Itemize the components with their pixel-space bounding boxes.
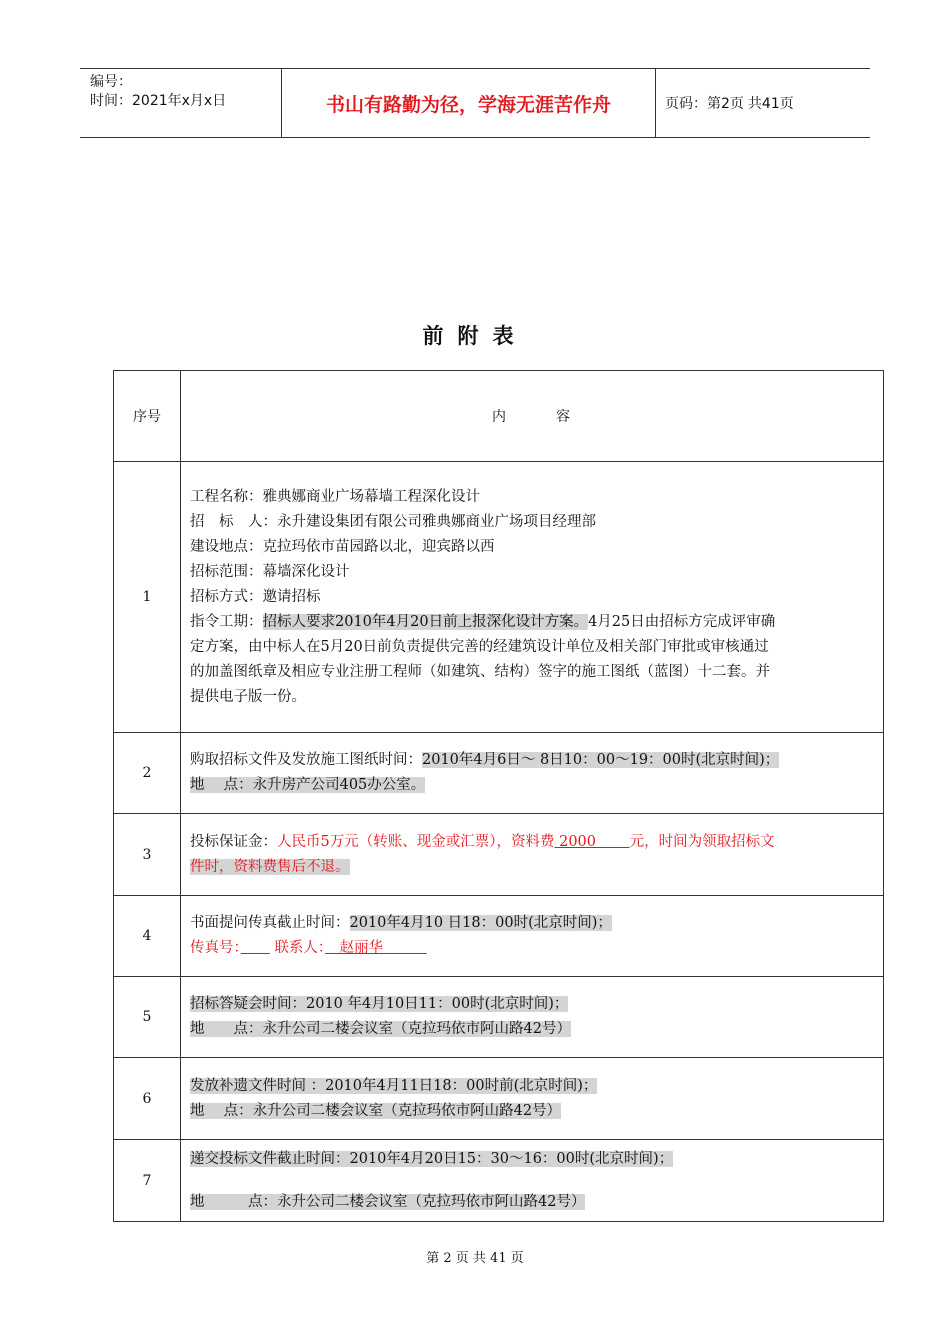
page-footer: 第 2 页 共 41 页 [426,1251,524,1266]
deposit-line [190,830,874,855]
table-row [114,733,884,814]
submit-place: 地 点：永升公司二楼会议室（克拉玛依市阿山路42号） [190,1193,586,1210]
table-row [114,814,884,896]
row-no: 1 [114,462,181,733]
location: 建设地点：克拉玛依市苗园路以北，迎宾路以西 [190,538,495,555]
schedule-line [190,610,874,635]
doc-fee: 2000 [554,833,630,850]
schedule-text: 4月25日由招标方完成评审确 [588,613,776,630]
row-no: 5 [114,977,181,1058]
row-no: 7 [114,1140,181,1222]
addendum-time: 发放补遗文件时间 ：2010年4月11日18：00时前(北京时间)； [190,1077,598,1094]
addendum-place-line [190,1099,874,1124]
total-label: 共41页 [747,96,794,112]
header-page-info [655,69,870,137]
row-content [181,896,884,977]
spacer [190,1172,874,1190]
row-no: 2 [114,733,181,814]
page-header [80,68,870,138]
table-header-row [114,371,884,462]
schedule-label: 指令工期： [190,613,263,630]
row-no: 6 [114,1058,181,1140]
method: 招标方式：邀请招标 [190,588,321,605]
front-table [113,370,884,1222]
project-name: 工程名称：雅典娜商业广场幕墙工程深化设计 [190,488,480,505]
table-row [114,977,884,1058]
header-motto: 书山有路勤为径，学海无涯苦作舟 [282,69,656,137]
submit-time-line [190,1147,874,1172]
row-content [181,814,884,896]
fax-deadline-value: 2010年4月10 日18：00时(北京时间)； [349,915,612,931]
qa-place: 地 点：永升公司二楼会议室（克拉玛依市阿山路42号） [190,1021,571,1037]
fax-deadline-label: 书面提问传真截止时间： [190,915,350,931]
purchase-time [190,748,874,773]
table-row [114,896,884,977]
row-no: 4 [114,896,181,977]
row-no: 3 [114,814,181,896]
qa-place-line [190,1017,874,1042]
row-content [181,733,884,814]
schedule-cont-1: 定方案，由中标人在5月20日前负责提供完善的经建筑设计单位及相关部门审批或审核通过 [190,638,769,655]
row-content [181,977,884,1058]
fax-contact [190,936,874,961]
page-title: 前附表 [422,323,528,348]
scope: 招标范围：幕墙深化设计 [190,563,350,580]
deposit-note: 件时，资料费售后不退。 [190,858,350,875]
table-row [114,462,884,733]
code-label: 编号： [90,74,132,90]
submit-place-line [190,1190,874,1215]
deposit-label: 投标保证金： [190,833,277,850]
contact-name: 赵丽华 [325,940,427,956]
contact-label: 联系人： [269,940,326,956]
fax-label: 传真号： [190,940,241,956]
fax-deadline [190,911,874,936]
row-content [181,462,884,733]
row-content [181,1140,884,1222]
col-header-no: 序号 [114,371,181,462]
addendum-time-line [190,1074,874,1099]
qa-time: 招标答疑会时间：2010 年4月10日11：00时(北京时间)； [190,996,569,1012]
deposit-cont: 元，时间为领取招标文 [629,833,775,850]
purchase-place-line [190,773,874,798]
schedule-cont-2: 的加盖图纸章及相应专业注册工程师（如建筑、结构）签字的施工图纸（蓝图）十二套。并 [190,663,770,680]
purchase-place: 地 点：永升房产公司405办公室。 [190,777,426,793]
fax-number [241,940,270,956]
row-content [181,1058,884,1140]
tenderer: 招 标 人：永升建设集团有限公司雅典娜商业广场项目经理部 [190,513,596,530]
time-label: 时间：2021年x月x日 [90,93,227,109]
submit-time: 递交投标文件截止时间：2010年4月20日15：30～16：00时(北京时间)； [190,1150,674,1167]
header-meta [80,69,282,137]
table-row [114,1058,884,1140]
page-label: 页码：第2页 [665,96,744,112]
purchase-label: 购取招标文件及发放施工图纸时间： [190,752,422,768]
schedule-cont-3: 提供电子版一份。 [190,688,306,705]
table-row [114,1140,884,1222]
schedule-highlight: 招标人要求2010年4月20日前上报深化设计方案。 [262,613,589,630]
deposit-value: 人民币5万元（转账、现金或汇票），资料费 [277,833,555,850]
addendum-place: 地 点：永升公司二楼会议室（克拉玛依市阿山路42号） [190,1102,562,1119]
col-header-content: 内 容 [181,371,884,462]
qa-time-line [190,992,874,1017]
purchase-value: 2010年4月6日～ 8日10：00～19：00时(北京时间)； [422,752,780,768]
deposit-line-2 [190,855,874,880]
